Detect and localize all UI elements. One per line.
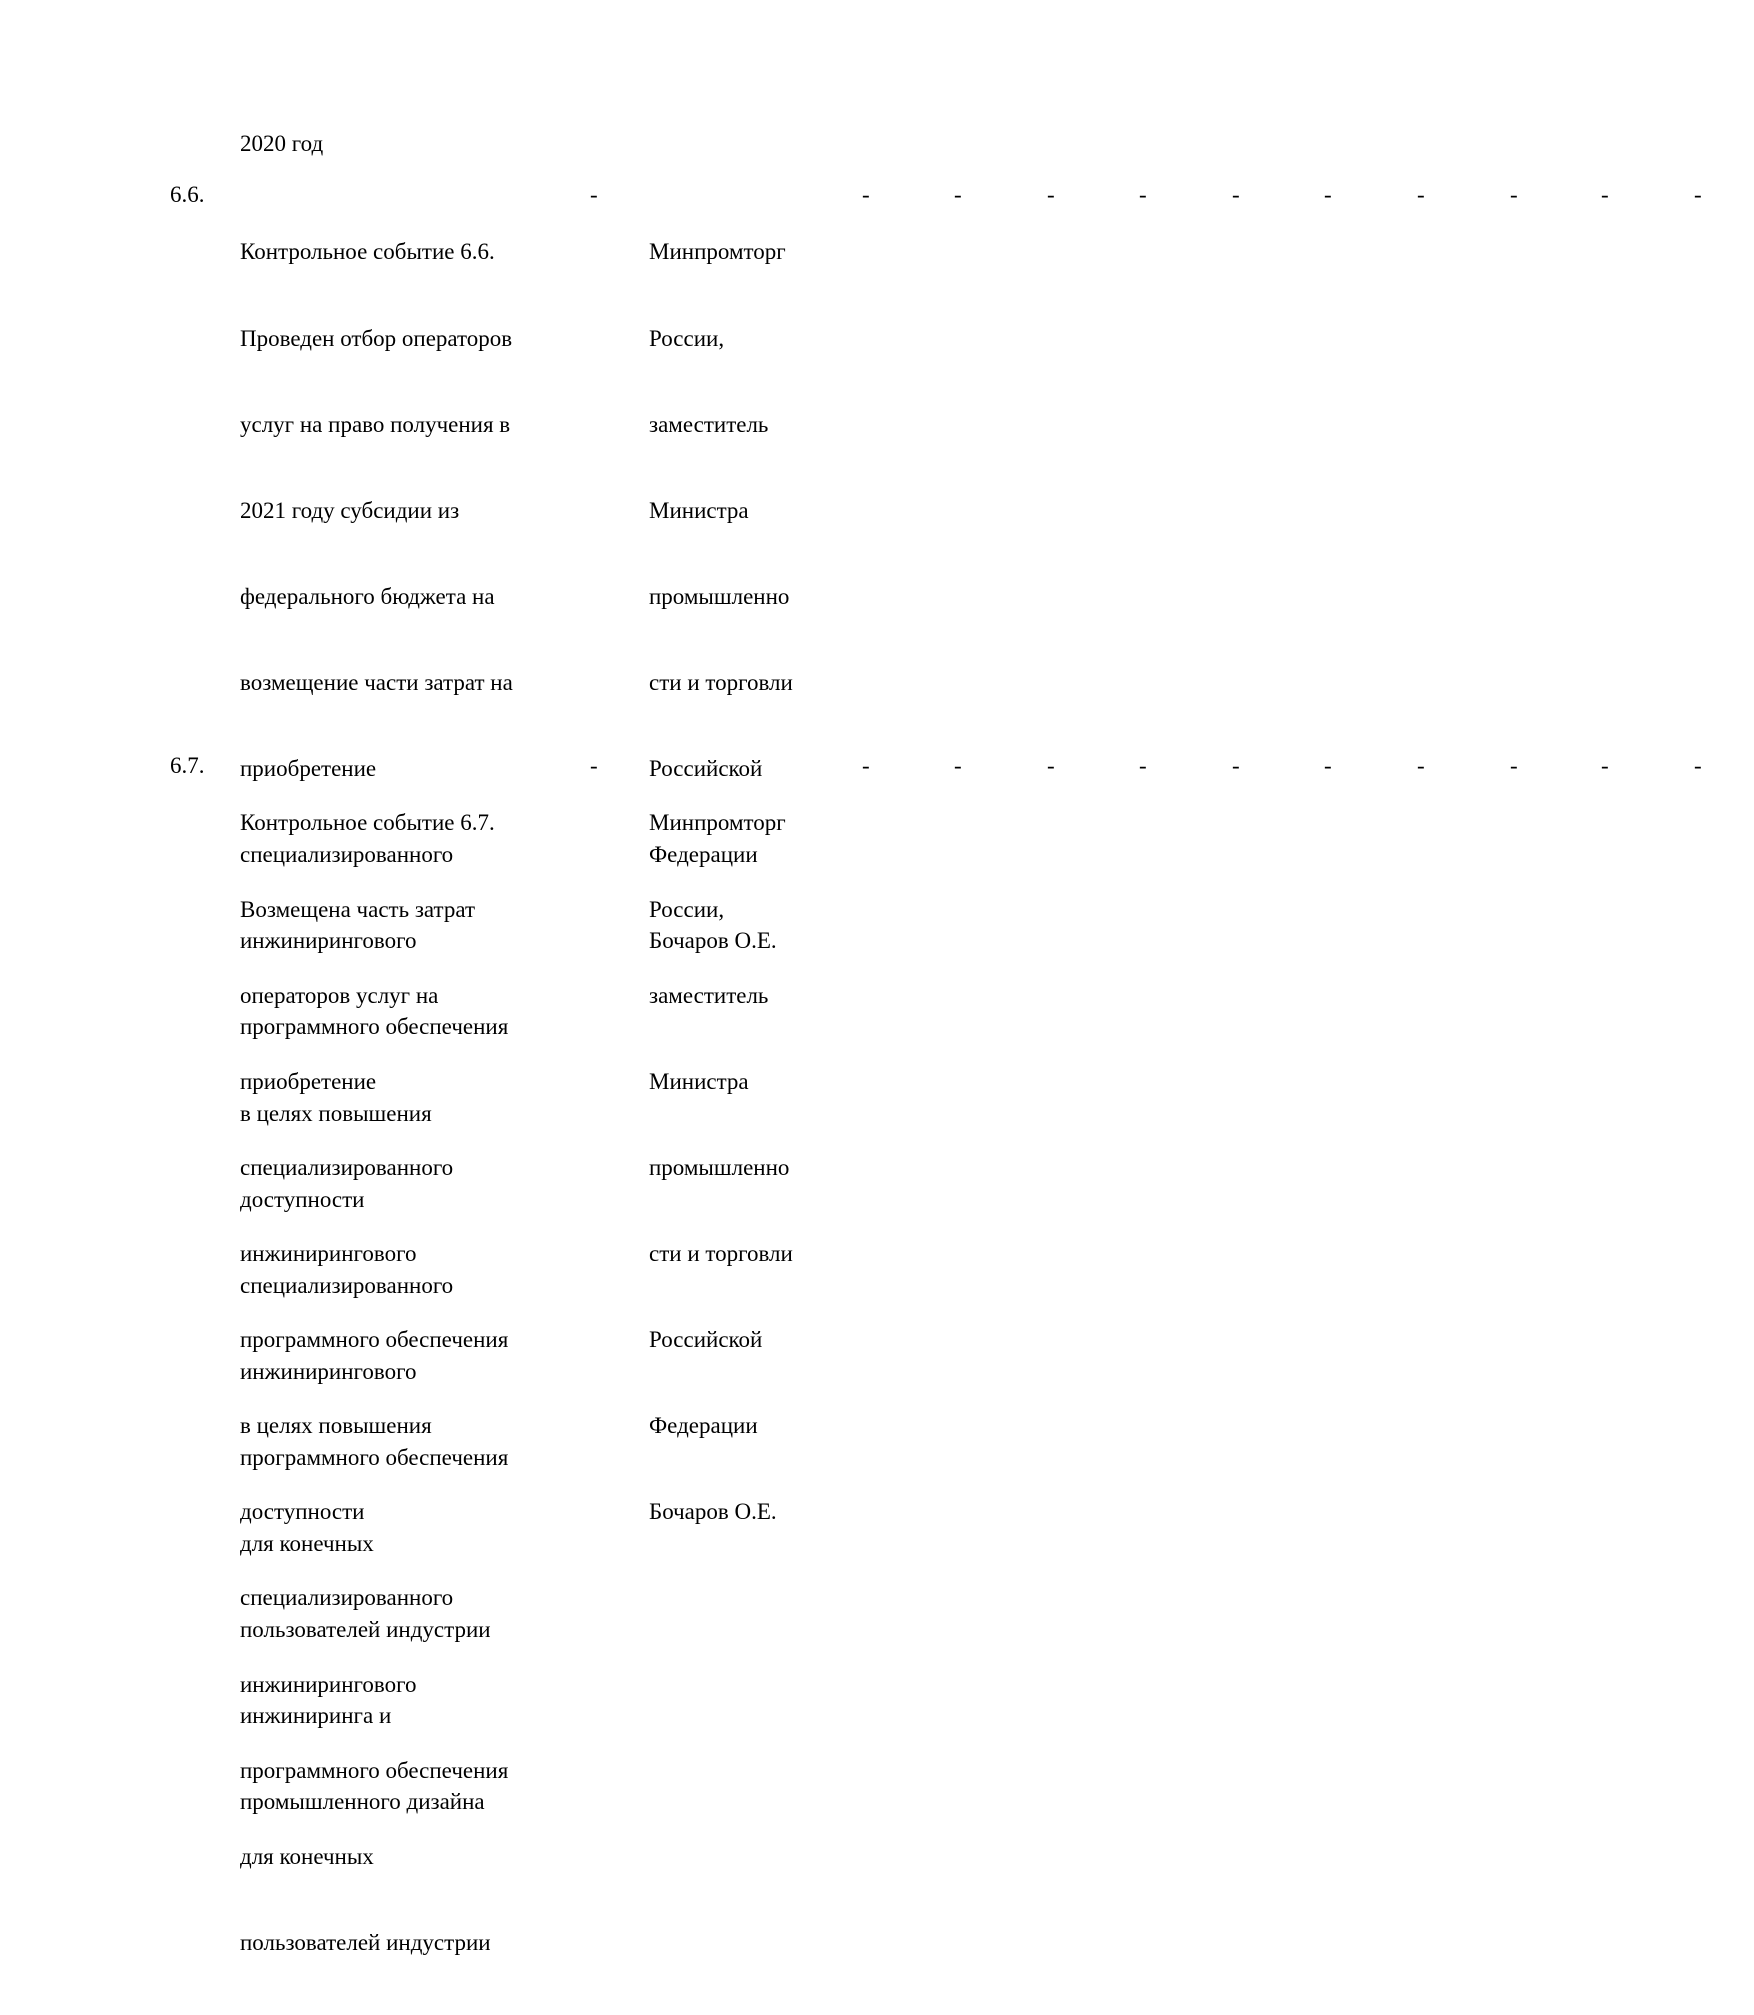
- responsible-line: промышленно: [649, 1154, 790, 1180]
- responsible-line: Российской: [649, 756, 763, 782]
- description-line: Возмещена часть затрат: [240, 896, 476, 922]
- value-cell: -: [1417, 182, 1425, 207]
- row-col3-dash: -: [590, 182, 598, 207]
- description-line: Контрольное событие 6.7.: [240, 810, 495, 836]
- value-cell: -: [1324, 182, 1332, 207]
- responsible-line: Министра: [649, 497, 749, 523]
- row-description: [240, 752, 560, 2015]
- responsible-line: России,: [649, 325, 725, 351]
- row-number: 6.7.: [170, 753, 205, 778]
- responsible-line: Федерации: [649, 842, 758, 868]
- description-line: доступности: [240, 1499, 365, 1525]
- value-cell: -: [1232, 753, 1240, 778]
- description-line: пользователей индустрии: [240, 1929, 491, 1955]
- description-line: Проведен отбор операторов: [240, 325, 513, 351]
- description-line: специализированного: [240, 1585, 454, 1611]
- description-line: инжинирингового: [240, 928, 417, 954]
- description-line: услуг на право получения в: [240, 411, 511, 437]
- description-line: в целях повышения: [240, 1100, 432, 1126]
- description-line: для конечных: [240, 1531, 374, 1557]
- value-cell: -: [1694, 182, 1702, 207]
- value-cell: -: [1232, 182, 1240, 207]
- responsible-line: промышленно: [649, 583, 790, 609]
- description-line: приобретение: [240, 1068, 377, 1094]
- description-line: возмещение части затрат на: [240, 669, 513, 695]
- value-cell: -: [1139, 753, 1147, 778]
- responsible-line: заместитель: [649, 411, 769, 437]
- responsible-line: сти и торговли: [649, 669, 793, 695]
- header-year-text: 2020 год: [240, 131, 324, 156]
- responsible-line: Федерации: [649, 1413, 758, 1439]
- description-line: программного обеспечения: [240, 1014, 509, 1040]
- responsible-line: Минпромторг: [649, 810, 786, 836]
- responsible-line: России,: [649, 896, 725, 922]
- description-line: специализированного: [240, 1154, 454, 1180]
- responsible-line: сти и торговли: [649, 1240, 793, 1266]
- row-col3-dash: -: [590, 753, 598, 778]
- description-line: пользователей индустрии: [240, 1617, 491, 1643]
- responsible-line: Министра: [649, 1068, 749, 1094]
- description-line: для конечных: [240, 1843, 374, 1869]
- value-cell: -: [1047, 753, 1055, 778]
- description-line: приобретение: [240, 756, 377, 782]
- value-cell: -: [1324, 753, 1332, 778]
- value-cell: -: [954, 182, 962, 207]
- description-line: инжинирингового: [240, 1240, 417, 1266]
- description-line: программного обеспечения: [240, 1444, 509, 1470]
- value-cell: -: [1510, 753, 1518, 778]
- value-cell: -: [1601, 753, 1609, 778]
- description-line: инжинирингового: [240, 1671, 417, 1697]
- description-line: Контрольное событие 6.6.: [240, 239, 495, 265]
- value-cell: -: [1694, 753, 1702, 778]
- description-line: федерального бюджета на: [240, 583, 495, 609]
- value-cell: -: [1047, 182, 1055, 207]
- description-line: операторов услуг на: [240, 982, 439, 1008]
- description-line: инжинирингового: [240, 1358, 417, 1384]
- description-line: 2021 году субсидии из: [240, 497, 460, 523]
- description-line: инжиниринга и: [240, 1703, 392, 1729]
- value-cell: -: [1139, 182, 1147, 207]
- description-line: доступности: [240, 1186, 365, 1212]
- responsible-line: Бочаров О.Е.: [649, 1499, 777, 1525]
- value-cell: -: [954, 753, 962, 778]
- row-number: 6.6.: [170, 182, 205, 207]
- description-line: в целях повышения: [240, 1413, 432, 1439]
- description-line: специализированного: [240, 1272, 454, 1298]
- description-line: программного обеспечения: [240, 1757, 509, 1783]
- responsible-line: Российской: [649, 1327, 763, 1353]
- row-responsible: [649, 752, 829, 1584]
- responsible-line: заместитель: [649, 982, 769, 1008]
- value-cell: -: [1601, 182, 1609, 207]
- value-cell: -: [862, 753, 870, 778]
- description-line: промышленного дизайна: [240, 1789, 485, 1815]
- value-cell: -: [1510, 182, 1518, 207]
- value-cell: -: [1417, 753, 1425, 778]
- responsible-line: Бочаров О.Е.: [649, 928, 777, 954]
- description-line: программного обеспечения: [240, 1327, 509, 1353]
- value-cell: -: [862, 182, 870, 207]
- description-line: специализированного: [240, 842, 454, 868]
- responsible-line: Минпромторг: [649, 239, 786, 265]
